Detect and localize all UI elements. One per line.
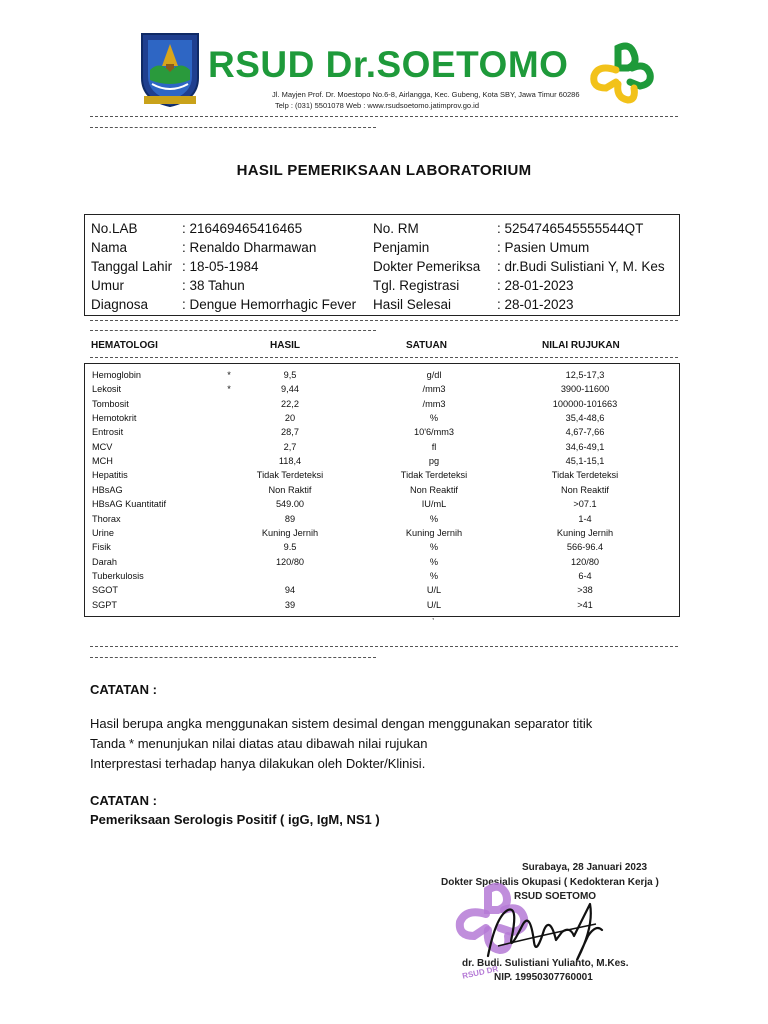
column-header-test: HEMATOLOGI: [91, 340, 158, 351]
header-divider: [90, 116, 678, 117]
column-header-unit: SATUAN: [406, 340, 447, 351]
reference-range: >41: [577, 599, 593, 610]
test-name: SGOT: [92, 585, 119, 596]
unit-value: g/dl: [426, 370, 442, 380]
signature-role: Dokter Spesialis Okupasi ( Kedokteran Kerja ): [441, 877, 659, 888]
patient-value: : 5254746545555544QT: [497, 221, 644, 236]
patient-label: Hasil Selesai: [373, 297, 452, 312]
patient-label: Tanggal Lahir: [91, 259, 173, 274]
unit-value: %: [429, 542, 439, 553]
footer-divider: [90, 646, 678, 647]
hospital-name: RSUD Dr.SOETOMO: [208, 44, 569, 85]
section-divider: [90, 320, 678, 321]
abnormal-flag: *: [227, 384, 231, 395]
unit-value: %: [429, 556, 439, 567]
test-name: MCV: [92, 441, 113, 452]
unit-value: %: [429, 413, 439, 424]
stray-mark: ,: [432, 612, 435, 621]
patient-label: No.LAB: [91, 221, 138, 236]
reference-range: 45,1-15,1: [565, 456, 605, 467]
result-value: 118,4: [278, 456, 302, 467]
reference-range: >07.1: [573, 499, 597, 510]
test-name: Fisik: [92, 542, 111, 553]
reference-range: 566-96.4: [566, 542, 604, 553]
reference-range: 35,4-48,6: [565, 413, 605, 424]
patient-label: Diagnosa: [91, 297, 149, 312]
reference-range: 120/80: [570, 556, 600, 567]
test-name: Lekosit: [92, 384, 122, 395]
patient-value: : dr.Budi Sulistiani Y, M. Kes: [497, 259, 665, 274]
unit-value: fl: [431, 441, 437, 452]
column-header-reference: NILAI RUJUKAN: [542, 340, 620, 351]
patient-value: : Pasien Umum: [497, 240, 590, 255]
reference-range: 6-4: [578, 570, 592, 581]
section-divider-short: [90, 330, 376, 331]
result-value: 549.00: [275, 499, 305, 510]
test-name: Tuberkulosis: [92, 570, 144, 581]
abnormal-flag: *: [227, 370, 231, 380]
reference-range: 1-4: [578, 513, 592, 524]
unit-value: IU/mL: [421, 499, 447, 510]
test-name: Darah: [92, 556, 118, 567]
result-value: 120/80: [275, 556, 305, 567]
result-value: 20: [284, 413, 296, 424]
signature-place-date: Surabaya, 28 Januari 2023: [522, 862, 648, 873]
signature-nip: NIP. 19950307760001: [494, 972, 593, 983]
unit-value: 10'6/mm3: [413, 427, 455, 438]
unit-value: pg: [428, 456, 440, 467]
reference-range: >38: [577, 585, 593, 596]
unit-value: Tidak Terdeteksi: [400, 470, 468, 481]
coat-of-arms-logo: [138, 30, 202, 108]
test-name: Thorax: [92, 513, 121, 524]
result-value: Tidak Terdeteksi: [256, 470, 324, 481]
stamp-text: RSUD DR: [461, 964, 499, 981]
result-value: 9,44: [281, 384, 299, 395]
unit-value: /mm3: [422, 384, 446, 395]
result-value: Non Raktif: [268, 484, 312, 495]
test-name: Tombosit: [92, 398, 129, 409]
unit-value: /mm3: [422, 398, 446, 409]
header-divider-short: [90, 127, 376, 128]
result-value: 22,2: [281, 398, 299, 409]
note-line: Hasil berupa angka menggunakan sistem desimal dengan menggunakan separator titik: [90, 716, 593, 731]
document-title: HASIL PEMERIKSAAN LABORATORIUM: [236, 162, 532, 179]
patient-value: : 38 Tahun: [182, 278, 245, 293]
patient-label: No. RM: [373, 221, 419, 236]
result-value: 9.5: [283, 542, 297, 553]
serology-note: Pemeriksaan Serologis Positif ( igG, IgM, NS1 ): [90, 812, 380, 827]
patient-value: : 28-01-2023: [497, 278, 574, 293]
patient-label: Penjamin: [373, 240, 430, 255]
unit-value: Kuning Jernih: [405, 527, 463, 538]
test-name: HBsAG Kuantitatif: [92, 499, 167, 510]
unit-value: U/L: [426, 599, 442, 610]
test-name: Hemotokrit: [92, 413, 137, 424]
patient-label: Tgl. Registrasi: [373, 278, 460, 293]
column-header-result: HASIL: [270, 340, 300, 351]
hospital-contact: Telp : (031) 5501078 Web : www.rsudsoetomo.jatimprov.go.id: [275, 101, 479, 110]
reference-range: Kuning Jernih: [556, 527, 614, 538]
reference-range: 34,6-49,1: [565, 441, 605, 452]
result-value: 39: [284, 599, 296, 610]
table-header-divider: [90, 357, 678, 358]
result-value: Kuning Jernih: [261, 527, 319, 538]
unit-value: %: [429, 570, 439, 581]
footer-divider-short: [90, 657, 376, 658]
test-name: HBsAG: [92, 484, 123, 495]
reference-range: 4,67-7,66: [565, 427, 605, 438]
patient-value: : Renaldo Dharmawan: [182, 240, 317, 255]
test-name: MCH: [92, 456, 113, 467]
reference-range: Non Reaktif: [560, 484, 609, 495]
patient-value: : 18-05-1984: [182, 259, 259, 274]
patient-label: Dokter Pemeriksa: [373, 259, 481, 274]
unit-value: U/L: [426, 585, 442, 596]
test-name: Entrosit: [92, 427, 124, 438]
patient-value: : 28-01-2023: [497, 297, 574, 312]
patient-label: Umur: [91, 278, 124, 293]
test-name: Hemoglobin: [92, 370, 142, 380]
test-name: Hepatitis: [92, 470, 128, 481]
result-value: 28,7: [281, 427, 299, 438]
test-name: Urine: [92, 527, 114, 538]
patient-value: : 216469465416465: [182, 221, 303, 236]
result-value: 9,5: [283, 370, 297, 380]
reference-range: 3900-11600: [560, 384, 610, 395]
reference-range: Tidak Terdeteksi: [551, 470, 619, 481]
result-value: 89: [284, 513, 296, 524]
reference-range: 100000-101663: [552, 398, 618, 409]
test-name: SGPT: [92, 599, 118, 610]
notes-heading: CATATAN :: [90, 793, 157, 808]
hospital-logo-icon: [588, 40, 658, 104]
reference-range: 12,5-17,3: [565, 370, 605, 380]
patient-value: : Dengue Hemorrhagic Fever: [182, 297, 357, 312]
result-value: 2,7: [283, 441, 297, 452]
signature-institution: RSUD SOETOMO: [514, 891, 597, 902]
note-line: Interprestasi terhadap hanya dilakukan oleh Dokter/Klinisi.: [90, 756, 426, 771]
unit-value: Non Reaktif: [409, 484, 458, 495]
unit-value: %: [429, 513, 439, 524]
note-line: Tanda * menunjukan nilai diatas atau dibawah nilai rujukan: [90, 736, 428, 751]
hospital-address: Jl. Mayjen Prof. Dr. Moestopo No.6-8, Airlangga, Kec. Gubeng, Kota SBY, Jawa Timur 60286: [272, 90, 580, 99]
notes-heading: CATATAN :: [90, 682, 157, 697]
patient-label: Nama: [91, 240, 128, 255]
signature-name: dr. Budi. Sulistiani Yulianto, M.Kes.: [462, 958, 629, 969]
result-value: 94: [284, 585, 296, 596]
